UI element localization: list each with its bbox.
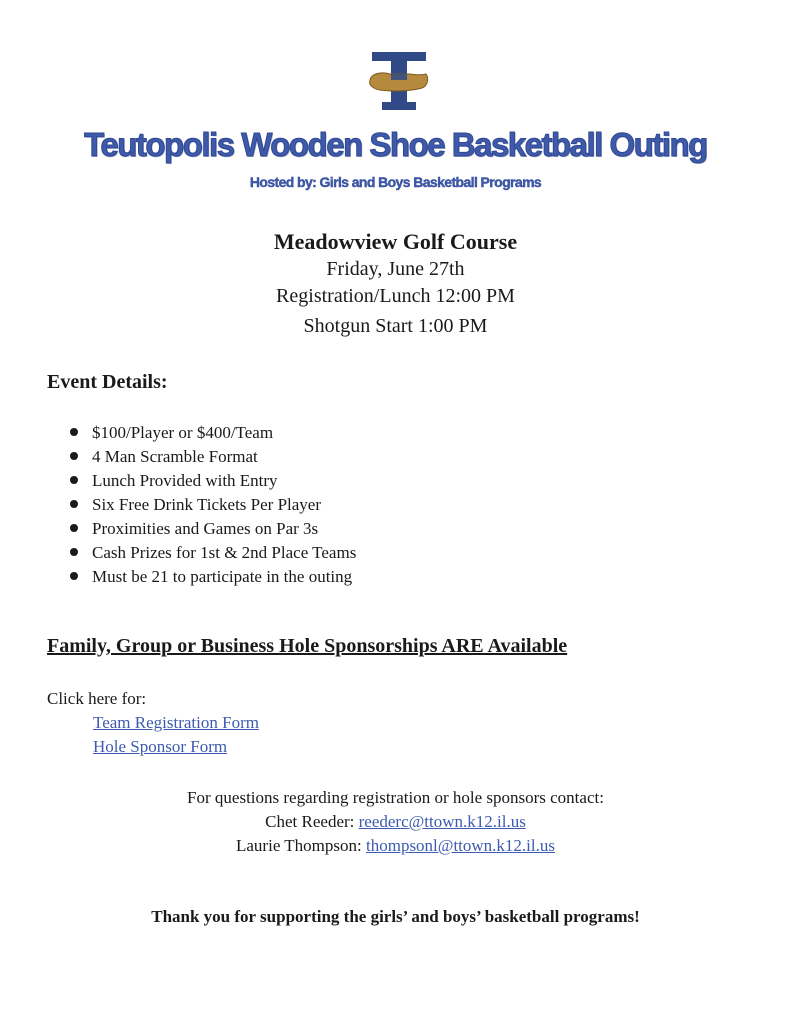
thank-you-note: Thank you for supporting the girls’ and boys’ basketball programs!	[151, 907, 640, 926]
list-item: 4 Man Scramble Format	[70, 445, 356, 469]
contact-name: Laurie Thompson:	[236, 836, 362, 855]
registration-time: Registration/Lunch 12:00 PM	[276, 285, 515, 307]
list-item: Proximities and Games on Par 3s	[70, 517, 356, 541]
list-item: Must be 21 to participate in the outing	[70, 565, 356, 589]
teutopolis-logo-icon	[368, 50, 430, 112]
list-item: Cash Prizes for 1st & 2nd Place Teams	[70, 541, 356, 565]
contact-intro: For questions regarding registration or hole sponsors contact:	[187, 788, 604, 807]
contact-chet	[0, 812, 791, 832]
bullet-icon	[70, 452, 78, 460]
page-title: Teutopolis Wooden Shoe Basketball Outing	[84, 126, 707, 163]
laurie-email-link[interactable]: thompsonl@ttown.k12.il.us	[366, 836, 555, 855]
bullet-icon	[70, 476, 78, 484]
event-date: Friday, June 27th	[326, 258, 465, 280]
bullet-icon	[70, 500, 78, 508]
list-item: $100/Player or $400/Team	[70, 421, 356, 445]
venue-name: Meadowview Golf Course	[273, 229, 518, 254]
hole-sponsor-form-link[interactable]: Hole Sponsor Form	[93, 737, 228, 756]
page-subtitle: Hosted by: Girls and Boys Basketball Programs	[249, 174, 542, 190]
shotgun-start-time: Shotgun Start 1:00 PM	[303, 315, 488, 337]
bullet-icon	[70, 572, 78, 580]
bullet-icon	[70, 428, 78, 436]
sponsorship-note: Family, Group or Business Hole Sponsorships ARE Available	[47, 635, 568, 657]
bullet-icon	[70, 548, 78, 556]
event-details-heading: Event Details:	[47, 371, 168, 393]
bullet-icon	[70, 524, 78, 532]
event-details-list	[70, 421, 356, 589]
contact-laurie	[0, 836, 791, 856]
chet-email-link[interactable]: reederc@ttown.k12.il.us	[358, 812, 526, 831]
list-item: Six Free Drink Tickets Per Player	[70, 493, 356, 517]
click-here-label: Click here for:	[47, 689, 147, 708]
list-item: Lunch Provided with Entry	[70, 469, 356, 493]
team-registration-form-link[interactable]: Team Registration Form	[93, 713, 259, 732]
contact-name: Chet Reeder:	[265, 812, 355, 831]
